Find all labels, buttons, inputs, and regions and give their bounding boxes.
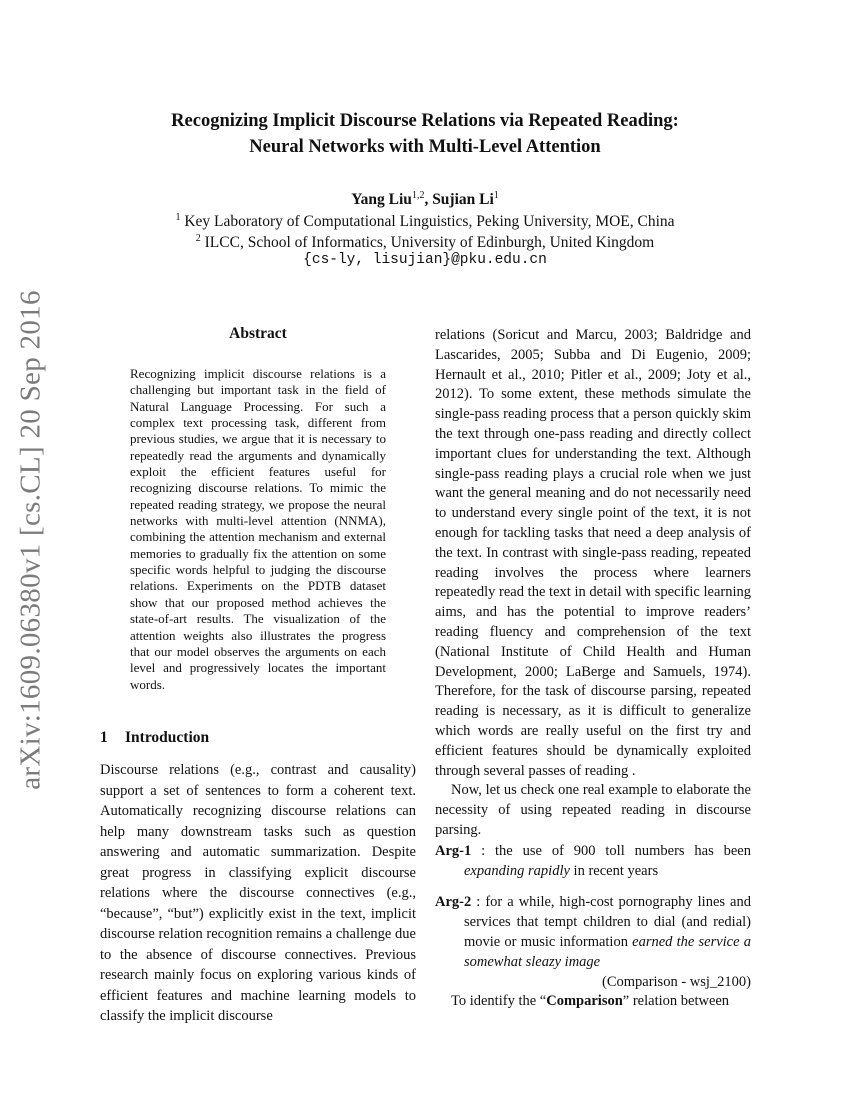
author-email: {cs-ly, lisujian}@pku.edu.cn: [303, 252, 547, 268]
right-column: [435, 326, 751, 1012]
author-separator: ,: [424, 191, 433, 209]
arg-1-italic: expanding rapidly: [464, 862, 570, 879]
example-arg-1: [435, 842, 751, 882]
last-post: ” relation between: [622, 993, 730, 1010]
introduction-body: Discourse relations (e.g., contrast and causality) support a set of sentences to form a coherent text. Automatically recognizing discourse relations can help many downstream tasks such as question answering and automatic summarization. Despite great progress in classifying explicit discourse relations where the discourse connectives (e.g., “because”, “but”) explicitly exist in the text, implicit discourse relation recognition remains a challenge due to the absence of discourse connectives. Previous research mainly focus on exploring various kinds of efficient features and machine learning models to classify the implicit discourse: [100, 762, 416, 1024]
arg-2-label: Arg-2: [435, 894, 472, 911]
right-paragraph-3: [435, 992, 751, 1012]
abstract-body: Recognizing implicit discourse relations is a challenging but important task in the field of Natural Language Processing. For such a complex text processing task, different from previous studies, we argue that it is necessary to repeatedly read the arguments and dynamically exploit the efficient features useful for recognizing discourse relations. To mimic the repeated reading strategy, we propose the neural networks with multi-level attention (NNMA), combining the attention mechanism and external memories to gradually fix the attention on some specific words helpful to judging the discourse relations. Experiments on the PDTB dataset show that our proposed method achieves the state-of-art results. The visualization of the attention weights also illustrates the progress that our model observes the arguments on each level and progressively locates the important words.: [130, 366, 386, 692]
affiliation-2-mark: 2: [195, 233, 201, 244]
arg-1-tail: in recent years: [569, 862, 659, 879]
author-1-affil: 1,2: [411, 190, 425, 201]
last-pre: To identify the “: [451, 993, 547, 1010]
arxiv-stamp-text: arXiv:1609.06380v1 [cs.CL] 20 Sep 2016: [14, 290, 47, 790]
title-line-1: Recognizing Implicit Discourse Relations via Repeated Reading:: [171, 111, 679, 131]
last-bold: Comparison: [546, 993, 623, 1010]
section-title: Introduction: [125, 729, 210, 746]
author-1: Yang Liu: [351, 191, 412, 209]
affiliation-1-text: Key Laboratory of Computational Linguistics, Peking University, MOE, China: [180, 213, 675, 231]
abstract-heading: Abstract: [229, 325, 287, 342]
author-list: [100, 186, 750, 210]
right-paragraph-2: Now, let us check one real example to elaborate the necessity of using repeated reading in discourse parsing.: [435, 782, 751, 838]
arg-1-text: : the use of 900 toll numbers has been: [471, 842, 751, 859]
paper-title: [100, 108, 750, 160]
section-number: 1: [100, 729, 108, 746]
affiliation-1-mark: 1: [175, 212, 181, 223]
author-2: Sujian Li: [432, 191, 494, 209]
arg-2-text: : for a while, high-cost pornography lines and services that tempt children to dial (and redial) movie or music information: [464, 894, 751, 950]
example-reference: (Comparison - wsj_2100): [601, 973, 751, 990]
example-arg-2: [435, 893, 751, 992]
arxiv-stamp: [0, 290, 62, 790]
title-line-2: Neural Networks with Multi-Level Attention: [249, 137, 601, 157]
affiliation-2-text: ILCC, School of Informatics, University of Edinburgh, United Kingdom: [200, 234, 655, 252]
arg-2-italic: earned the service a somewhat sleazy image: [464, 933, 751, 970]
author-2-affil: 1: [493, 190, 499, 201]
section-heading-introduction: [100, 729, 209, 747]
right-paragraph-1: relations (Soricut and Marcu, 2003; Baldridge and Lascarides, 2005; Subba and Di Eugenio, 2009; Hernault et al., 2010; Pitler et al., 2009; Joty et al., 2012). To some extent, these methods simulate the single-pass reading process that a person quickly skim the text through one-pass reading and directly collect important clues for understanding the text. Although single-pass reading plays a crucial role when we just want the general meaning and do not necessarily need to understand every single point of the text, it is not enough for tackling tasks that need a deep analysis of the text. In contrast with single-pass reading, repeated reading involves the process where learners repeatedly read the text in detail with specific learning aims, and has the potential to improve readers’ reading fluency and comprehension of the text (National Institute of Child Health and Human Development, 2000; LaBerge and Samuels, 1974). Therefore, for the task of discourse parsing, repeated reading is necessary, as it is difficult to generalize which words are really useful on the first try and efficient features should be dynamically exploited through several passes of reading .: [435, 327, 751, 779]
arg-1-label: Arg-1: [435, 842, 472, 859]
